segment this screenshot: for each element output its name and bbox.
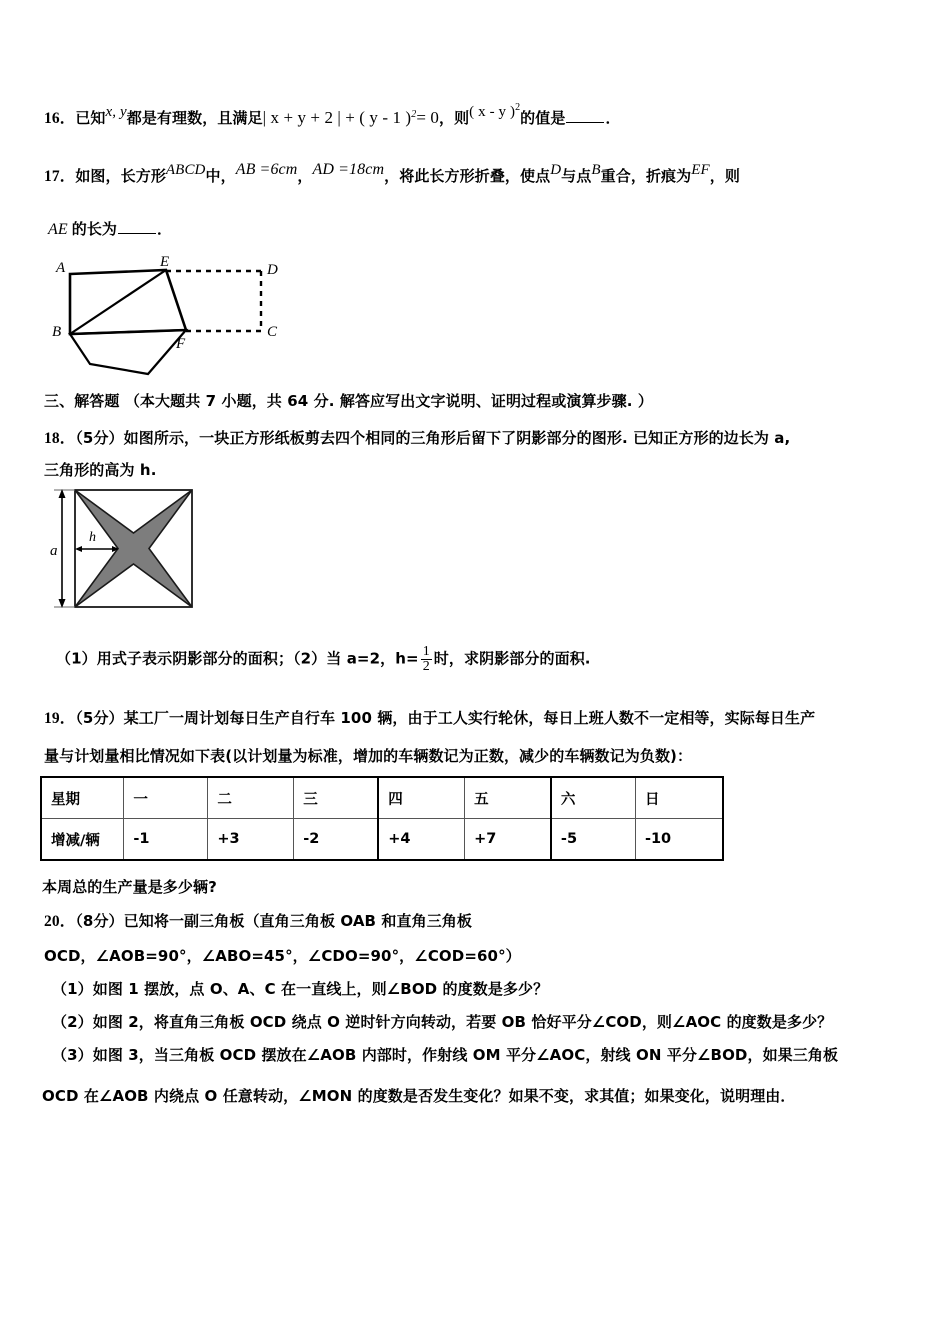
table-cell-value-6: -10 xyxy=(635,819,723,861)
q17-segment-ae: AE xyxy=(48,221,68,238)
q17-answer-blank[interactable] xyxy=(118,221,156,234)
table-cell-value-2: -2 xyxy=(294,819,379,861)
q18-score: （5分） xyxy=(75,429,124,447)
q16-then: 则 xyxy=(454,109,470,127)
q18-sub1: （1）用式子表示阴影部分的面积； xyxy=(56,649,294,668)
table-cell-day-0: 一 xyxy=(124,777,208,819)
q19-score: （5分） xyxy=(75,709,124,727)
q16-answer-blank[interactable] xyxy=(566,110,604,123)
question-20-sub1: （1）如图 1 摆放，点 O、A、C 在一直线上，则∠BOD 的度数是多少？ xyxy=(52,980,549,998)
q17-comma-3: ， xyxy=(709,167,725,185)
question-18-line1 xyxy=(44,427,790,450)
table-row-header xyxy=(41,777,723,819)
table-row-values xyxy=(41,819,723,861)
q17-ad-value: AD =18cm xyxy=(312,161,385,178)
q18-sub2-pre: （2）当 a=2，h= xyxy=(293,649,419,668)
label-F: F xyxy=(176,336,186,352)
question-17-line1 xyxy=(44,161,740,189)
q17-point-b: B xyxy=(591,162,601,178)
q16-expression: ( x - y ) xyxy=(469,104,516,120)
q16-comma: ， xyxy=(438,109,455,127)
section-3-heading: 三、解答题 （本大题共 7 小题，共 64 分. 解答应写出文字说明、证明过程或演算步骤. ） xyxy=(44,392,653,410)
q17-text-1: 如图，长方形 xyxy=(75,167,166,185)
label-A: A xyxy=(56,260,66,276)
question-20-line1 xyxy=(44,910,472,933)
label-E: E xyxy=(160,254,170,270)
question-20-line2: OCD，∠AOB=90°，∠ABO=45°，∠CDO=90°，∠COD=60°） xyxy=(44,947,521,965)
q16-equation-rhs: = 0 xyxy=(416,108,439,127)
q18-number: 18． xyxy=(44,430,76,447)
q18-line1-text: 如图所示，一块正方形纸板剪去四个相同的三角形后留下了阴影部分的图形. 已知正方形的边长为 a, xyxy=(123,429,791,447)
q17-comma-1: ， xyxy=(297,167,313,185)
label-B: B xyxy=(52,324,62,340)
question-16 xyxy=(44,102,621,131)
question-20-sub2: （2）如图 2，将直角三角板 OCD 绕点 O 逆时针方向转动，若要 OB 恰好平分∠COD，则∠AOC 的度数是多少？ xyxy=(52,1013,833,1031)
table-cell-day-3: 四 xyxy=(378,777,464,819)
table-cell-rowlabel-weekday: 星期 xyxy=(41,777,124,819)
q17-line2-text: 的长为 xyxy=(71,220,118,238)
q16-lead: 已知 xyxy=(75,109,106,127)
question-19-line2: 量与计划量相比情况如下表(以计划量为标准，增加的车辆数记为正数，减少的车辆数记为负数)： xyxy=(44,747,693,765)
label-D: D xyxy=(267,262,278,278)
q17-text-2: 中， xyxy=(205,167,236,185)
fraction-one-half xyxy=(421,645,432,674)
table-cell-value-5: -5 xyxy=(551,819,636,861)
q19-line1-text: 某工厂一周计划每日生产自行车 100 辆，由于工人实行轮休，每日上班人数不一定相等，实际每日生产 xyxy=(123,709,816,727)
table-cell-day-1: 二 xyxy=(208,777,294,819)
q16-equation-exponent: 2 xyxy=(411,108,417,120)
q17-text-6: 则 xyxy=(724,167,740,185)
table-cell-value-4: +7 xyxy=(465,819,551,861)
table-cell-day-4: 五 xyxy=(465,777,551,819)
table-cell-day-2: 三 xyxy=(294,777,379,819)
q17-text-4: 与点 xyxy=(561,167,592,185)
production-variation-table xyxy=(40,776,724,861)
q16-expression-exponent: 2 xyxy=(515,102,521,113)
q17-text-5: 重合，折痕为 xyxy=(600,167,692,185)
q17-folded-rectangle-figure xyxy=(48,252,318,377)
label-C: C xyxy=(267,324,278,340)
question-20-sub3-line2: OCD 在∠AOB 内绕点 O 任意转动，∠MON 的度数是否发生变化？如果不变，求其值；如果变化，说明理由． xyxy=(42,1087,796,1105)
q17-rect-abcd: ABCD xyxy=(165,162,206,178)
q17-point-d: D xyxy=(550,162,562,178)
question-18-subquestions xyxy=(56,645,591,674)
q20-score: （8分） xyxy=(75,912,124,930)
table-cell-value-0: -1 xyxy=(124,819,208,861)
q17-comma-2: ， xyxy=(384,167,400,185)
fraction-denominator: 2 xyxy=(422,659,430,674)
q16-mid: 都是有理数，且满足 xyxy=(126,109,263,127)
table-cell-value-3: +4 xyxy=(378,819,464,861)
q17-number: 17． xyxy=(44,168,76,185)
table-cell-rowlabel-change: 增减/辆 xyxy=(41,819,124,861)
q19-number: 19． xyxy=(44,710,76,727)
table-cell-day-5: 六 xyxy=(551,777,636,819)
table-cell-day-6: 日 xyxy=(635,777,723,819)
q16-period: ． xyxy=(605,109,621,127)
q17-crease-ef: EF xyxy=(691,162,710,178)
q18-star-square-figure xyxy=(48,485,263,620)
question-19-final-question: 本周总的生产量是多少辆? xyxy=(42,878,217,896)
label-h: h xyxy=(89,530,96,545)
q16-number: 16． xyxy=(44,110,76,127)
question-19-line1 xyxy=(44,707,815,730)
table-cell-value-1: +3 xyxy=(208,819,294,861)
fold-flap-quad xyxy=(70,330,186,374)
fraction-numerator: 1 xyxy=(422,644,430,659)
q16-vars: x, y xyxy=(105,104,127,120)
q16-tail: 的值是 xyxy=(520,109,566,127)
question-20-sub3-line1: （3）如图 3，当三角板 OCD 摆放在∠AOB 内部时，作射线 OM 平分∠AOC，射线 ON 平分∠BOD，如果三角板 xyxy=(52,1046,839,1064)
q18-sub2-post: 时，求阴影部分的面积. xyxy=(433,649,591,668)
q17-period: ． xyxy=(157,220,173,238)
fold-diagonal-be xyxy=(70,270,166,334)
q17-text-3: 将此长方形折叠，使点 xyxy=(399,167,551,185)
label-a: a xyxy=(50,543,58,559)
q17-ab-value: AB =6cm xyxy=(235,161,298,178)
q16-equation-lhs: | x + y + 2 | + ( y - 1 ) xyxy=(262,108,412,127)
q20-line1-text: 已知将一副三角板（直角三角板 OAB 和直角三角板 xyxy=(123,912,472,930)
question-17-line2 xyxy=(48,218,172,242)
question-18-line2: 三角形的高为 h. xyxy=(44,461,157,479)
fold-main-quad xyxy=(70,270,186,334)
arrowhead-h-left xyxy=(75,546,82,552)
q20-number: 20． xyxy=(44,913,76,930)
